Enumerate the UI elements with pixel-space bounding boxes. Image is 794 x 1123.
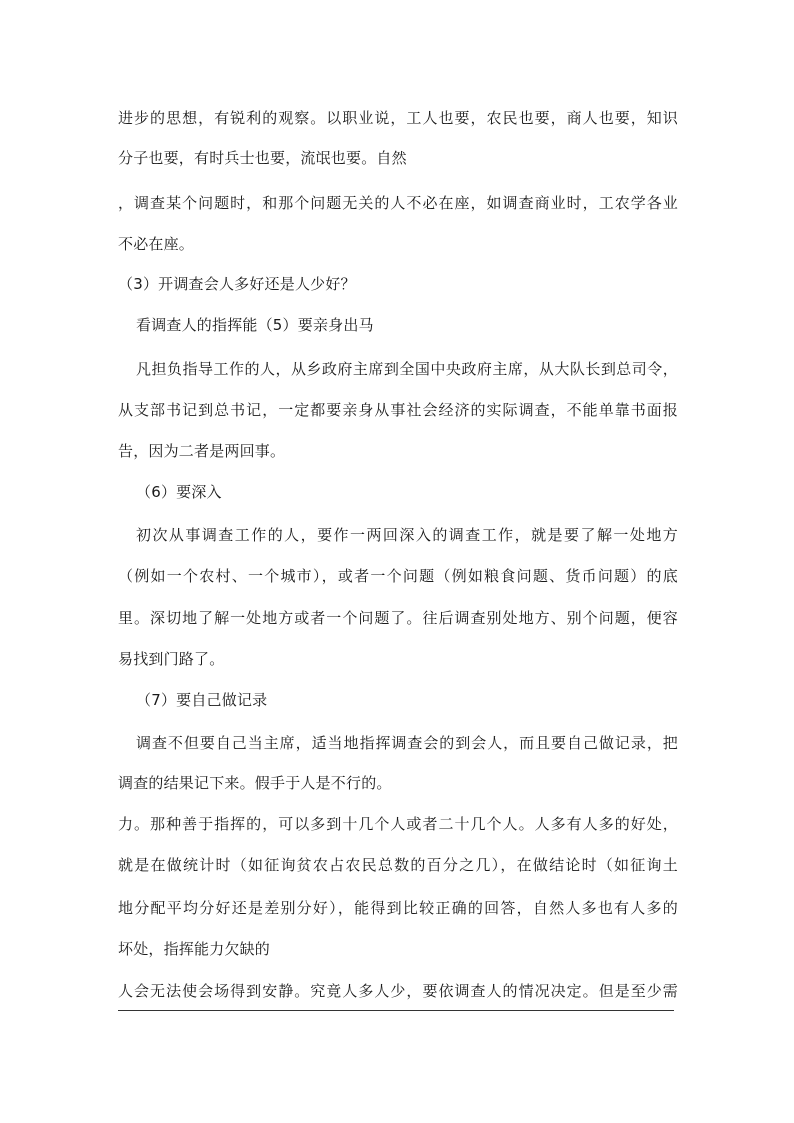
section-heading-3: （3）开调查会人多好还是人少好？ bbox=[118, 275, 356, 293]
section-heading-5: 看调查人的指挥能（5）要亲身出马 bbox=[136, 316, 374, 334]
text-line-21: 坏处，指挥能力欠缺的 bbox=[118, 940, 271, 958]
section-heading-6: （6）要深入 bbox=[136, 483, 222, 501]
text-line-16: 调查不但要自己当主席，适当地指挥调查会的到会人，而且要自己做记录，把 bbox=[136, 734, 678, 752]
section-heading-7: （7）要自己做记录 bbox=[136, 691, 268, 709]
text-line-3: ，调查某个问题时，和那个问题无关的人不必在座，如调查商业时，工农学各业 bbox=[118, 194, 678, 212]
text-line-4: 不必在座。 bbox=[118, 235, 195, 253]
text-line-7: 凡担负指导工作的人，从乡政府主席到全国中央政府主席，从大队长到总司令， bbox=[136, 360, 678, 378]
text-line-20: 地分配平均分好还是差别分好），能得到比较正确的回答，自然人多也有人多的 bbox=[118, 899, 678, 917]
text-line-11: 初次从事调查工作的人，要作一两回深入的调查工作，就是要了解一处地方 bbox=[136, 526, 678, 544]
text-line-13: 里。深切地了解一处地方或者一个问题了。往后调查别处地方、别个问题，便容 bbox=[118, 609, 678, 627]
text-line-14: 易找到门路了。 bbox=[118, 650, 225, 668]
text-line-1: 进步的思想，有锐利的观察。以职业说，工人也要，农民也要，商人也要，知识 bbox=[118, 109, 678, 127]
text-line-9: 告，因为二者是两回事。 bbox=[118, 442, 286, 460]
text-line-12: （例如一个农村、一个城市），或者一个问题（例如粮食问题、货币问题）的底 bbox=[118, 567, 678, 585]
text-line-19: 就是在做统计时（如征询贫农占农民总数的百分之几），在做结论时（如征询土 bbox=[118, 856, 678, 874]
text-line-2: 分子也要，有时兵士也要，流氓也要。自然 bbox=[118, 149, 407, 167]
text-line-18: 力。那种善于指挥的，可以多到十几个人或者二十几个人。人多有人多的好处， bbox=[118, 815, 678, 833]
text-line-22: 人会无法使会场得到安静。究竟人多人少，要依调查人的情况决定。但是至少需 bbox=[118, 982, 678, 1000]
text-line-17: 调查的结果记下来。假手于人是不行的。 bbox=[118, 774, 392, 792]
bottom-rule bbox=[118, 1010, 674, 1011]
text-line-8: 从支部书记到总书记，一定都要亲身从事社会经济的实际调查，不能单靠书面报 bbox=[118, 401, 678, 419]
